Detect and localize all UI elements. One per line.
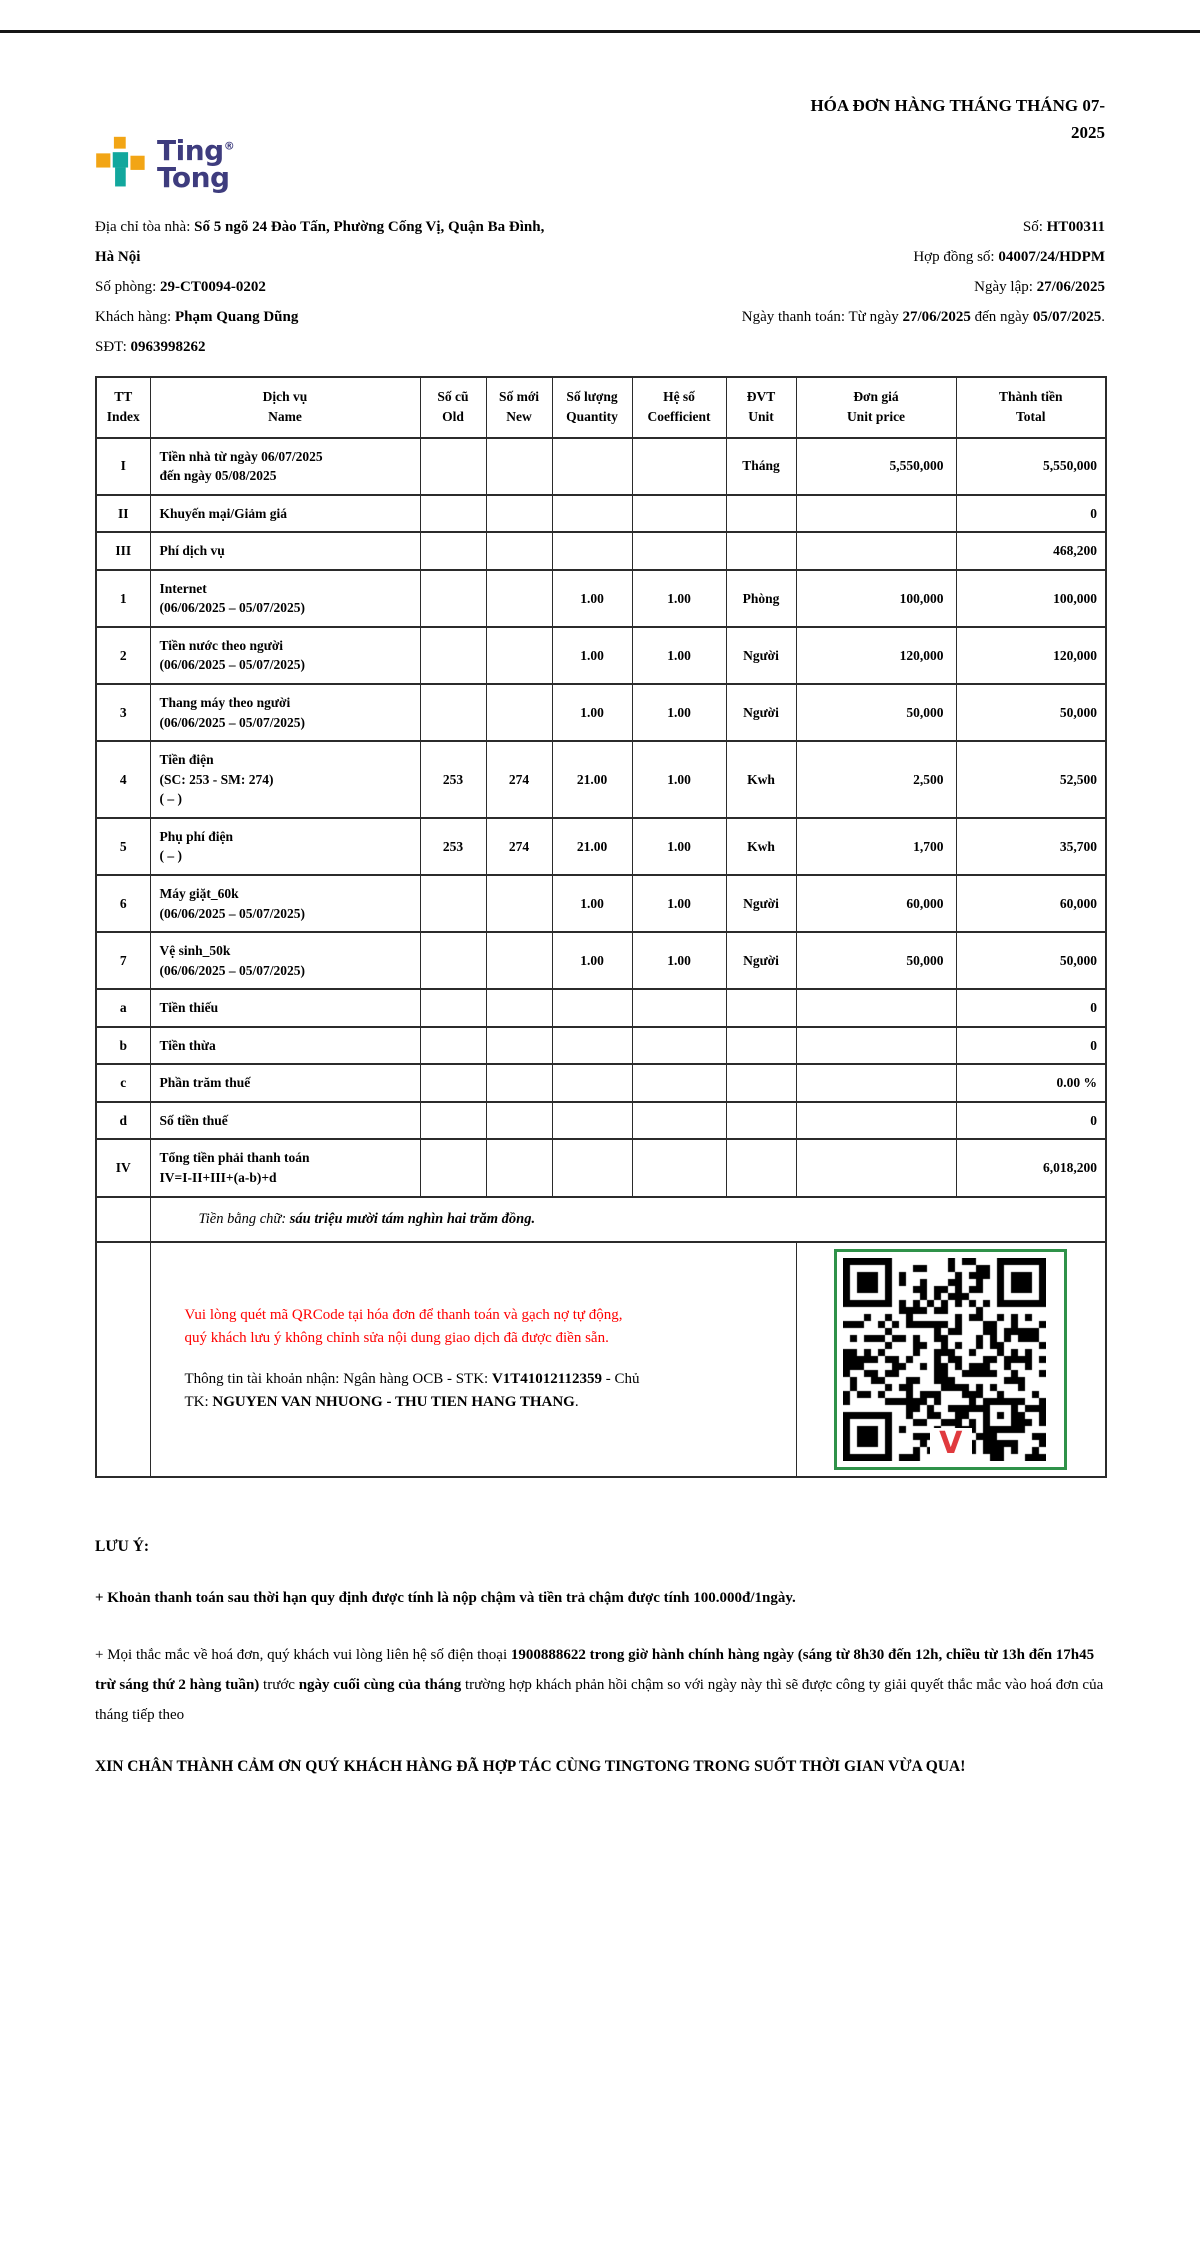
service-name-line: (SC: 253 - SM: 274) — [159, 771, 274, 787]
cell-new — [486, 684, 552, 741]
cell-old — [420, 875, 486, 932]
invoice-title — [735, 92, 1105, 146]
cell-new — [486, 532, 552, 570]
service-name-line: Tiền thiếu — [159, 1000, 219, 1016]
tingtong-wordmark — [157, 133, 235, 194]
cell-new — [486, 1102, 552, 1140]
cell-unit-price — [796, 1064, 956, 1102]
cell-unit: Kwh — [726, 741, 796, 818]
cell-total: 35,700 — [956, 818, 1106, 875]
cell-service-name — [150, 438, 420, 495]
cell-index: b — [96, 1027, 150, 1065]
invoice-row — [96, 741, 1106, 818]
cell-new — [486, 1064, 552, 1102]
service-name-line: Phí dịch vụ — [159, 543, 225, 559]
text-segment: 0963998262 — [130, 339, 206, 355]
info-line — [742, 302, 1105, 332]
cell-service-name — [150, 684, 420, 741]
qr-instructions-cell — [150, 1242, 796, 1477]
text-segment: Khách hàng: — [95, 309, 175, 325]
service-name-line: đến ngày 05/08/2025 — [159, 468, 277, 484]
cell-unit: Người — [726, 627, 796, 684]
column-header: Số cũ Old — [420, 377, 486, 438]
cell-unit — [726, 1102, 796, 1140]
cell-unit-price — [796, 532, 956, 570]
cell-total: 5,550,000 — [956, 438, 1106, 495]
cell-coefficient — [632, 1139, 726, 1196]
text-segment: NGUYEN VAN NHUONG - THU TIEN HANG THANG — [212, 1394, 575, 1411]
invoice-row — [96, 684, 1106, 741]
text-segment: 27/06/2025 — [1036, 279, 1105, 295]
cell-unit-price: 5,550,000 — [796, 438, 956, 495]
cell-quantity — [552, 989, 632, 1027]
invoice-row — [96, 438, 1106, 495]
table-header-row — [96, 377, 1106, 438]
info-line — [742, 212, 1105, 242]
cell-unit-price: 2,500 — [796, 741, 956, 818]
cell-unit: Người — [726, 875, 796, 932]
registered-mark: ® — [223, 139, 235, 153]
service-name-line: (06/06/2025 – 05/07/2025) — [159, 657, 305, 673]
cell-coefficient — [632, 1102, 726, 1140]
invoice-row — [96, 495, 1106, 533]
cell-new: 274 — [486, 818, 552, 875]
column-header: Số mới New — [486, 377, 552, 438]
cell-coefficient: 1.00 — [632, 684, 726, 741]
info-line — [95, 272, 615, 302]
cell-old — [420, 932, 486, 989]
cell-coefficient: 1.00 — [632, 818, 726, 875]
info-right-column — [742, 212, 1105, 332]
cell-total: 0 — [956, 1102, 1106, 1140]
invoice-row — [96, 818, 1106, 875]
cell-unit: Kwh — [726, 818, 796, 875]
text-segment: 1900888622 trong giờ hành chính hàng ngày (sáng từ 8h30 đến 12h, chiều từ 13h đến 17h45 trừ sáng thứ 2 hàng tuần) — [95, 1646, 1095, 1693]
cell-unit-price — [796, 495, 956, 533]
cell-old — [420, 570, 486, 627]
cell-service-name — [150, 532, 420, 570]
cell-coefficient — [632, 532, 726, 570]
footer-notes — [95, 1538, 1105, 1781]
service-name-line: Tiền nhà từ ngày 06/07/2025 — [159, 448, 323, 464]
text-segment: 05/07/2025 — [1032, 309, 1102, 325]
cell-total: 100,000 — [956, 570, 1106, 627]
amount-in-words-row — [96, 1197, 1106, 1242]
cell-service-name — [150, 875, 420, 932]
invoice-row — [96, 1027, 1106, 1065]
service-name-line: Số tiền thuế — [159, 1112, 228, 1128]
cell-unit-price — [796, 1139, 956, 1196]
text-segment: + Khoản thanh toán sau thời hạn quy định được tính là nộp chậm và tiền trả chậm được tính 100.000đ/1ngày. — [95, 1589, 796, 1606]
cell-quantity: 1.00 — [552, 627, 632, 684]
cell-unit: Người — [726, 932, 796, 989]
service-name-line: (06/06/2025 – 05/07/2025) — [159, 714, 305, 730]
cell-total: 468,200 — [956, 532, 1106, 570]
invoice-row — [96, 989, 1106, 1027]
service-name-line: Thang máy theo người — [159, 695, 291, 710]
tingtong-logo-icon — [95, 136, 147, 192]
service-name-line: IV=I-II+III+(a-b)+d — [159, 1170, 277, 1185]
cell-service-name — [150, 989, 420, 1027]
cell-unit — [726, 495, 796, 533]
cell-quantity — [552, 1102, 632, 1140]
info-line — [95, 302, 615, 332]
cell-unit-price — [796, 1027, 956, 1065]
cell-unit-price: 50,000 — [796, 684, 956, 741]
service-name-line: Tiền điện — [159, 752, 214, 768]
column-header: Dịch vụ Name — [150, 377, 420, 438]
info-line — [742, 272, 1105, 302]
text-segment: 27/06/2025 — [902, 309, 971, 325]
cell-service-name — [150, 495, 420, 533]
service-name-line: Phụ phí điện — [159, 828, 234, 844]
cell-service-name — [150, 741, 420, 818]
cell-old: 253 — [420, 818, 486, 875]
cell-unit: Tháng — [726, 438, 796, 495]
notes-items — [95, 1583, 1105, 1730]
cell-total: 52,500 — [956, 741, 1106, 818]
amount-in-words — [150, 1197, 1106, 1242]
cell-quantity: 1.00 — [552, 875, 632, 932]
cell-coefficient: 1.00 — [632, 875, 726, 932]
cell-quantity — [552, 1064, 632, 1102]
cell-coefficient: 1.00 — [632, 741, 726, 818]
invoice-header — [95, 88, 1105, 192]
cell-total: 0.00 % — [956, 1064, 1106, 1102]
cell-quantity — [552, 438, 632, 495]
cell-unit — [726, 1064, 796, 1102]
cell-service-name — [150, 1027, 420, 1065]
text-segment: SĐT: — [95, 339, 131, 355]
service-name-line: (06/06/2025 – 05/07/2025) — [159, 905, 305, 921]
service-name-line: Tổng tiền phải thanh toán — [159, 1150, 310, 1166]
text-segment: ngày cuối cùng của tháng — [298, 1676, 462, 1693]
cell-index: I — [96, 438, 150, 495]
text-segment: . — [574, 1394, 579, 1411]
cell-index: IV — [96, 1139, 150, 1196]
cell-unit — [726, 1027, 796, 1065]
cell-total: 6,018,200 — [956, 1139, 1106, 1196]
cell-unit-price: 60,000 — [796, 875, 956, 932]
cell-old — [420, 438, 486, 495]
service-name-line: (06/06/2025 – 05/07/2025) — [159, 600, 305, 616]
cell-new — [486, 1139, 552, 1196]
column-header: Hệ số Coefficient — [632, 377, 726, 438]
text-segment: sáu triệu mười tám nghìn hai trăm đồng. — [289, 1210, 536, 1227]
cell-unit-price — [796, 989, 956, 1027]
qr-code-cell — [796, 1242, 1106, 1477]
cell-unit-price: 120,000 — [796, 627, 956, 684]
text-segment: Phạm Quang Dũng — [174, 309, 299, 325]
service-name-line: Internet — [159, 580, 207, 596]
cell-total: 120,000 — [956, 627, 1106, 684]
text-segment: Ngày lập: — [974, 279, 1037, 295]
cell-unit: Người — [726, 684, 796, 741]
cell-coefficient: 1.00 — [632, 570, 726, 627]
cell-old: 253 — [420, 741, 486, 818]
cell-old — [420, 1027, 486, 1065]
invoice-table — [95, 376, 1107, 1478]
text-segment: Số 5 ngõ 24 Đào Tấn, Phường Cống Vị, Quận Ba Đình, Hà Nội — [95, 219, 545, 265]
column-header: Đơn giá Unit price — [796, 377, 956, 438]
info-left-column — [95, 212, 615, 362]
text-segment: HT00311 — [1046, 219, 1105, 235]
cell-unit — [726, 1139, 796, 1196]
invoice-row — [96, 1102, 1106, 1140]
cell-total: 0 — [956, 989, 1106, 1027]
service-name-line: Khuyến mại/Giảm giá — [159, 505, 288, 521]
tingtong-logo — [95, 133, 235, 194]
cell-old — [420, 1064, 486, 1102]
logo-word-bottom: Tong — [157, 161, 230, 194]
text-segment: trước — [259, 1676, 299, 1693]
page-top-rule — [0, 30, 1200, 33]
qr-row — [96, 1242, 1106, 1477]
cell-index: c — [96, 1064, 150, 1102]
cell-quantity: 21.00 — [552, 741, 632, 818]
cell-service-name — [150, 1139, 420, 1196]
cell-quantity: 1.00 — [552, 570, 632, 627]
service-name-line: Vệ sinh_50k — [159, 943, 231, 959]
text-segment: Địa chỉ tòa nhà: — [95, 219, 195, 235]
cell-coefficient — [632, 989, 726, 1027]
cell-old — [420, 989, 486, 1027]
info-line — [95, 332, 615, 362]
cell-index: 6 — [96, 875, 150, 932]
cell-new — [486, 495, 552, 533]
invoice-page — [95, 88, 1105, 1781]
cell-service-name — [150, 818, 420, 875]
service-name-line: Tiền nước theo người — [159, 637, 284, 653]
service-name-line: (06/06/2025 – 05/07/2025) — [159, 962, 305, 978]
service-name-line: Máy giặt_60k — [159, 885, 239, 901]
cell-coefficient — [632, 438, 726, 495]
cell-index: 1 — [96, 570, 150, 627]
cell-total: 0 — [956, 1027, 1106, 1065]
cell-quantity: 21.00 — [552, 818, 632, 875]
logo-word-top: Ting — [157, 133, 224, 167]
cell-old — [420, 495, 486, 533]
invoice-row — [96, 627, 1106, 684]
cell-total: 60,000 — [956, 875, 1106, 932]
cell-index: d — [96, 1102, 150, 1140]
text-segment: V1T41012112359 — [491, 1371, 602, 1388]
column-header: ĐVT Unit — [726, 377, 796, 438]
text-segment: Tiền bằng chữ: — [198, 1210, 290, 1227]
notes-heading: LƯU Ý: — [95, 1537, 150, 1555]
cell-new — [486, 438, 552, 495]
cell-quantity — [552, 495, 632, 533]
cell-total: 0 — [956, 495, 1106, 533]
cell-new — [486, 627, 552, 684]
column-header: Số lượng Quantity — [552, 377, 632, 438]
invoice-row — [96, 1139, 1106, 1196]
cell-new — [486, 989, 552, 1027]
column-header: Thành tiền Total — [956, 377, 1106, 438]
cell-index: 3 — [96, 684, 150, 741]
cell-index: 4 — [96, 741, 150, 818]
invoice-row — [96, 932, 1106, 989]
invoice-row — [96, 875, 1106, 932]
cell-new — [486, 875, 552, 932]
service-name-line: ( – ) — [159, 791, 182, 807]
cell-quantity — [552, 1139, 632, 1196]
cell-new — [486, 1027, 552, 1065]
cell-coefficient — [632, 1064, 726, 1102]
info-line — [742, 242, 1105, 272]
cell-unit — [726, 532, 796, 570]
cell-coefficient: 1.00 — [632, 627, 726, 684]
text-segment: 04007/24/HDPM — [998, 249, 1105, 265]
cell-quantity — [552, 532, 632, 570]
cell-old — [420, 1139, 486, 1196]
cell-unit — [726, 989, 796, 1027]
text-segment: trường hợp khách phản hồi chậm so với ngày này thì sẽ được công ty giải quyết thắc mắc vào hoá đơn của tháng tiếp theo — [95, 1676, 1104, 1723]
text-segment: Số: — [1022, 219, 1047, 235]
cell-old — [420, 1102, 486, 1140]
note-item — [95, 1583, 1105, 1613]
cell-unit-price: 1,700 — [796, 818, 956, 875]
cell-coefficient — [632, 495, 726, 533]
text-segment: + Mọi thắc mắc về hoá đơn, quý khách vui lòng liên hệ số điện thoại — [95, 1646, 511, 1663]
qr-code — [834, 1249, 1067, 1470]
text-segment: Hợp đồng số: — [913, 249, 999, 265]
text-segment: 29-CT0094-0202 — [160, 279, 266, 295]
text-segment: Ngày thanh toán: Từ ngày — [741, 309, 903, 325]
text-segment: Số phòng: — [95, 279, 161, 295]
cell-index: 7 — [96, 932, 150, 989]
cell-old — [420, 684, 486, 741]
text-segment: đến ngày — [970, 309, 1033, 325]
bank-account-info — [185, 1368, 647, 1415]
service-name-line: Phần trăm thuế — [159, 1075, 251, 1091]
text-segment: Thông tin tài khoản nhận: Ngân hàng OCB - STK: — [184, 1371, 492, 1388]
cell-index: II — [96, 495, 150, 533]
cell-index: 5 — [96, 818, 150, 875]
cell-index: 2 — [96, 627, 150, 684]
cell-unit-price: 50,000 — [796, 932, 956, 989]
invoice-row — [96, 570, 1106, 627]
cell-quantity — [552, 1027, 632, 1065]
cell-total: 50,000 — [956, 684, 1106, 741]
invoice-row — [96, 532, 1106, 570]
qr-payment-note: Vui lòng quét mã QRCode tại hóa đơn để thanh toán và gạch nợ tự động, quý khách lưu ý không chỉnh sửa nội dung giao dịch đã được điền sẵn. — [184, 1306, 623, 1346]
text-segment: . — [1101, 309, 1105, 325]
cell-unit: Phòng — [726, 570, 796, 627]
text-segment: - Chủ TK: — [184, 1371, 640, 1411]
invoice-info — [95, 212, 1105, 362]
note-item — [95, 1640, 1105, 1730]
invoice-row — [96, 1064, 1106, 1102]
service-name-line: Tiền thừa — [159, 1037, 216, 1053]
cell-service-name — [150, 627, 420, 684]
thank-you-message: XIN CHÂN THÀNH CẢM ƠN QUÝ KHÁCH HÀNG ĐÃ HỢP TÁC CÙNG TINGTONG TRONG SUỐT THỜI GIAN VỪA QUA! — [95, 1757, 966, 1775]
cell-quantity: 1.00 — [552, 932, 632, 989]
cell-quantity: 1.00 — [552, 684, 632, 741]
column-header: TT Index — [96, 377, 150, 438]
cell-new — [486, 932, 552, 989]
cell-unit-price — [796, 1102, 956, 1140]
cell-index — [96, 1197, 150, 1242]
invoice-title-line-2: 2025 — [1071, 123, 1105, 143]
invoice-title-line-1: HÓA ĐƠN HÀNG THÁNG THÁNG 07- — [810, 96, 1105, 115]
cell-new: 274 — [486, 741, 552, 818]
cell-coefficient — [632, 1027, 726, 1065]
info-line — [95, 212, 565, 272]
cell-old — [420, 627, 486, 684]
cell-index — [96, 1242, 150, 1477]
vietqr-logo: V — [930, 1428, 972, 1462]
cell-new — [486, 570, 552, 627]
cell-index: a — [96, 989, 150, 1027]
cell-coefficient: 1.00 — [632, 932, 726, 989]
cell-service-name — [150, 1102, 420, 1140]
cell-service-name — [150, 1064, 420, 1102]
cell-unit-price: 100,000 — [796, 570, 956, 627]
cell-service-name — [150, 570, 420, 627]
cell-service-name — [150, 932, 420, 989]
service-name-line: ( – ) — [159, 848, 182, 864]
cell-total: 50,000 — [956, 932, 1106, 989]
cell-old — [420, 532, 486, 570]
cell-index: III — [96, 532, 150, 570]
